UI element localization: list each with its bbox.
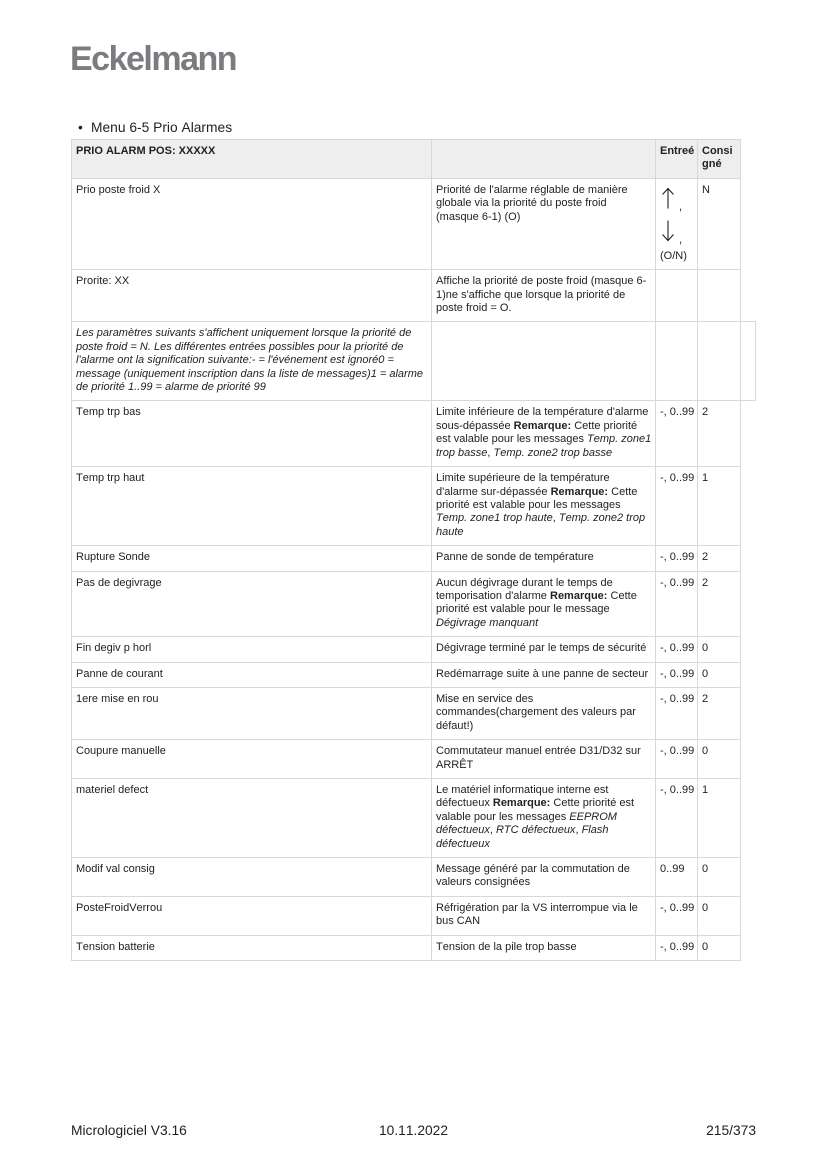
description-text: Message généré par la commutation de valeurs consignées: [436, 863, 630, 889]
entry-cell: -, 0..99: [656, 571, 698, 637]
table-row: [72, 896, 756, 935]
table-row: [72, 740, 756, 779]
description-text: Temp. zone1 trop basse: [436, 433, 652, 459]
parameter-cell: materiel defect: [72, 779, 432, 858]
setpoint-cell: 0: [698, 637, 741, 662]
setpoint-cell: N: [698, 178, 741, 269]
parameter-cell: Fin degiv p horl: [72, 637, 432, 662]
description-cell: [432, 896, 656, 935]
description-text: RTC défectueux: [495, 824, 576, 837]
header-setpoint: Consigné: [698, 140, 741, 179]
parameter-cell: Panne de courant: [72, 662, 432, 687]
table-row: [72, 662, 756, 687]
alarm-table-body: [72, 178, 756, 960]
parameter-cell: Pas de degivrage: [72, 571, 432, 637]
header-description: [432, 140, 656, 179]
description-text: Commutateur manuel entrée D31/D32 sur ARRÊT: [436, 745, 641, 771]
table-row: [72, 858, 756, 897]
eckelmann-logo: Eckelmann: [70, 40, 237, 78]
table-row: [72, 401, 756, 467]
entry-cell: -, 0..99: [656, 935, 698, 960]
entry-cell: [656, 178, 698, 269]
entry-line-down: [660, 217, 694, 250]
entry-separator: ,: [679, 200, 683, 213]
arrow-up-icon: [661, 187, 675, 209]
description-text: Limite inférieure de la température d'alarme sous-dépassée: [436, 406, 649, 432]
description-cell: [432, 662, 656, 687]
arrow-down-icon: [661, 220, 675, 242]
entry-cell: -, 0..99: [656, 637, 698, 662]
parameter-cell: Tension batterie: [72, 935, 432, 960]
description-text: Temp. zone2 trop basse: [493, 446, 613, 459]
setpoint-cell: 0: [698, 935, 741, 960]
entry-cell: -, 0..99: [656, 896, 698, 935]
entry-cell: [656, 270, 698, 322]
parameter-cell: Coupure manuelle: [72, 740, 432, 779]
extra-cell: [741, 322, 756, 401]
setpoint-cell: 1: [698, 779, 741, 858]
description-text: Mise en service des commandes(chargement des valeurs par défaut!): [436, 692, 636, 732]
parameter-cell: Prorite: XX: [72, 270, 432, 322]
header-parameter: PRIO ALARM POS: XXXXX: [72, 140, 432, 179]
table-row: [72, 467, 756, 546]
prio-alarm-table: [71, 139, 756, 961]
description-cell: [432, 740, 656, 779]
entry-cell: -, 0..99: [656, 740, 698, 779]
table-row: [72, 546, 756, 571]
entry-cell: -, 0..99: [656, 467, 698, 546]
parameter-cell: Rupture Sonde: [72, 546, 432, 571]
setpoint-cell: [698, 322, 741, 401]
description-text: Cette priorité est valable pour les messages: [436, 797, 635, 823]
description-cell: [432, 858, 656, 897]
table-header-row: [72, 140, 756, 179]
description-text: ,: [487, 446, 494, 459]
footer-firmware-version: Micrologiciel V3.16: [71, 1123, 187, 1138]
setpoint-cell: 2: [698, 687, 741, 739]
parameter-cell: Temp trp bas: [72, 401, 432, 467]
description-text: EEPROM défectueux: [436, 810, 617, 837]
section-title: Menu 6-5 Prio Alarmes: [91, 120, 233, 135]
setpoint-cell: 0: [698, 896, 741, 935]
description-cell: [432, 401, 656, 467]
setpoint-cell: 2: [698, 546, 741, 571]
table-row: [72, 687, 756, 739]
entry-cell: -, 0..99: [656, 401, 698, 467]
description-text: Dégivrage manquant: [436, 616, 539, 629]
description-text: Priorité de l'alarme réglable de manière globale via la priorité du poste froid (masque 6-1) (O): [436, 183, 628, 223]
description-text: Panne de sonde de température: [436, 551, 594, 564]
description-text: Dégivrage terminé par le temps de sécurité: [436, 642, 647, 655]
description-text: ,: [575, 824, 582, 837]
footer-date: 10.11.2022: [378, 1123, 449, 1138]
entry-separator: ,: [679, 233, 683, 246]
description-text: Flash défectueux: [436, 824, 609, 850]
description-text: Cette priorité est valable pour les messages: [436, 419, 638, 446]
bullet-icon: •: [78, 120, 83, 135]
note-cell: Les paramètres suivants s'affichent uniquement lorsque la priorité de poste froid = N. Les différentes entrées possibles pour la priorité de l'alarme ont la signification suivante:- = l'événement est ignoré0 = message (uniquement inscription dans la liste de messages)1 = alarme de priorité 1..99 = alarme de priorité 99: [72, 322, 432, 401]
note-row: [72, 322, 756, 401]
entry-cell: -, 0..99: [656, 779, 698, 858]
setpoint-cell: 2: [698, 401, 741, 467]
parameter-cell: Modif val consig: [72, 858, 432, 897]
description-text: Remarque:: [492, 797, 551, 810]
parameter-cell: Temp trp haut: [72, 467, 432, 546]
description-cell: [432, 322, 656, 401]
setpoint-cell: 1: [698, 467, 741, 546]
entry-label: (O/N): [660, 249, 687, 262]
entry-cell: 0..99: [656, 858, 698, 897]
description-cell: [432, 178, 656, 269]
description-cell: [432, 687, 656, 739]
header-entry: Entreé: [656, 140, 698, 179]
table-row: [72, 935, 756, 960]
description-text: Temp. zone2 trop haute: [436, 512, 646, 538]
description-cell: [432, 571, 656, 637]
table-row: [72, 270, 756, 322]
table-row: [72, 571, 756, 637]
description-text: Affiche la priorité de poste froid (masque 6-1)ne s'affiche que lorsque la priorité de poste froid = O.: [436, 275, 647, 315]
setpoint-cell: 2: [698, 571, 741, 637]
description-text: Remarque:: [513, 419, 572, 432]
section-heading: [78, 120, 232, 136]
entry-cell: [656, 322, 698, 401]
description-text: ,: [489, 824, 496, 837]
table-row: [72, 637, 756, 662]
footer-page-number: 215/373: [706, 1123, 756, 1138]
setpoint-cell: 0: [698, 662, 741, 687]
description-text: Le matériel informatique interne est défectueux: [436, 784, 609, 810]
parameter-cell: PosteFroidVerrou: [72, 896, 432, 935]
description-cell: [432, 935, 656, 960]
description-cell: [432, 779, 656, 858]
description-cell: [432, 546, 656, 571]
description-text: Réfrigération par la VS interrompue via le bus CAN: [436, 901, 638, 928]
entry-line-up: [660, 184, 694, 217]
description-text: Temp. zone1 trop haute: [436, 512, 553, 525]
parameter-cell: 1ere mise en rou: [72, 687, 432, 739]
entry-cell: -, 0..99: [656, 662, 698, 687]
description-text: Redémarrage suite à une panne de secteur: [436, 667, 649, 680]
description-text: ,: [552, 512, 559, 525]
description-text: Aucun dégivrage durant le temps de temporisation d'alarme: [436, 576, 613, 602]
table-row: [72, 178, 756, 269]
parameter-cell: Prio poste froid X: [72, 178, 432, 269]
entry-cell: -, 0..99: [656, 546, 698, 571]
setpoint-cell: [698, 270, 741, 322]
description-text: Tension de la pile trop basse: [436, 940, 577, 953]
description-text: Limite supérieure de la température d'alarme sur-dépassée: [436, 472, 610, 498]
description-text: Cette priorité est valable pour les messages: [436, 485, 638, 511]
description-text: Cette priorité est valable pour le message: [436, 589, 637, 616]
description-cell: [432, 270, 656, 322]
setpoint-cell: 0: [698, 858, 741, 897]
entry-cell: -, 0..99: [656, 687, 698, 739]
description-cell: [432, 637, 656, 662]
description-text: Remarque:: [550, 485, 609, 498]
description-cell: [432, 467, 656, 546]
table-row: [72, 779, 756, 858]
description-text: Remarque:: [550, 589, 608, 602]
setpoint-cell: 0: [698, 740, 741, 779]
